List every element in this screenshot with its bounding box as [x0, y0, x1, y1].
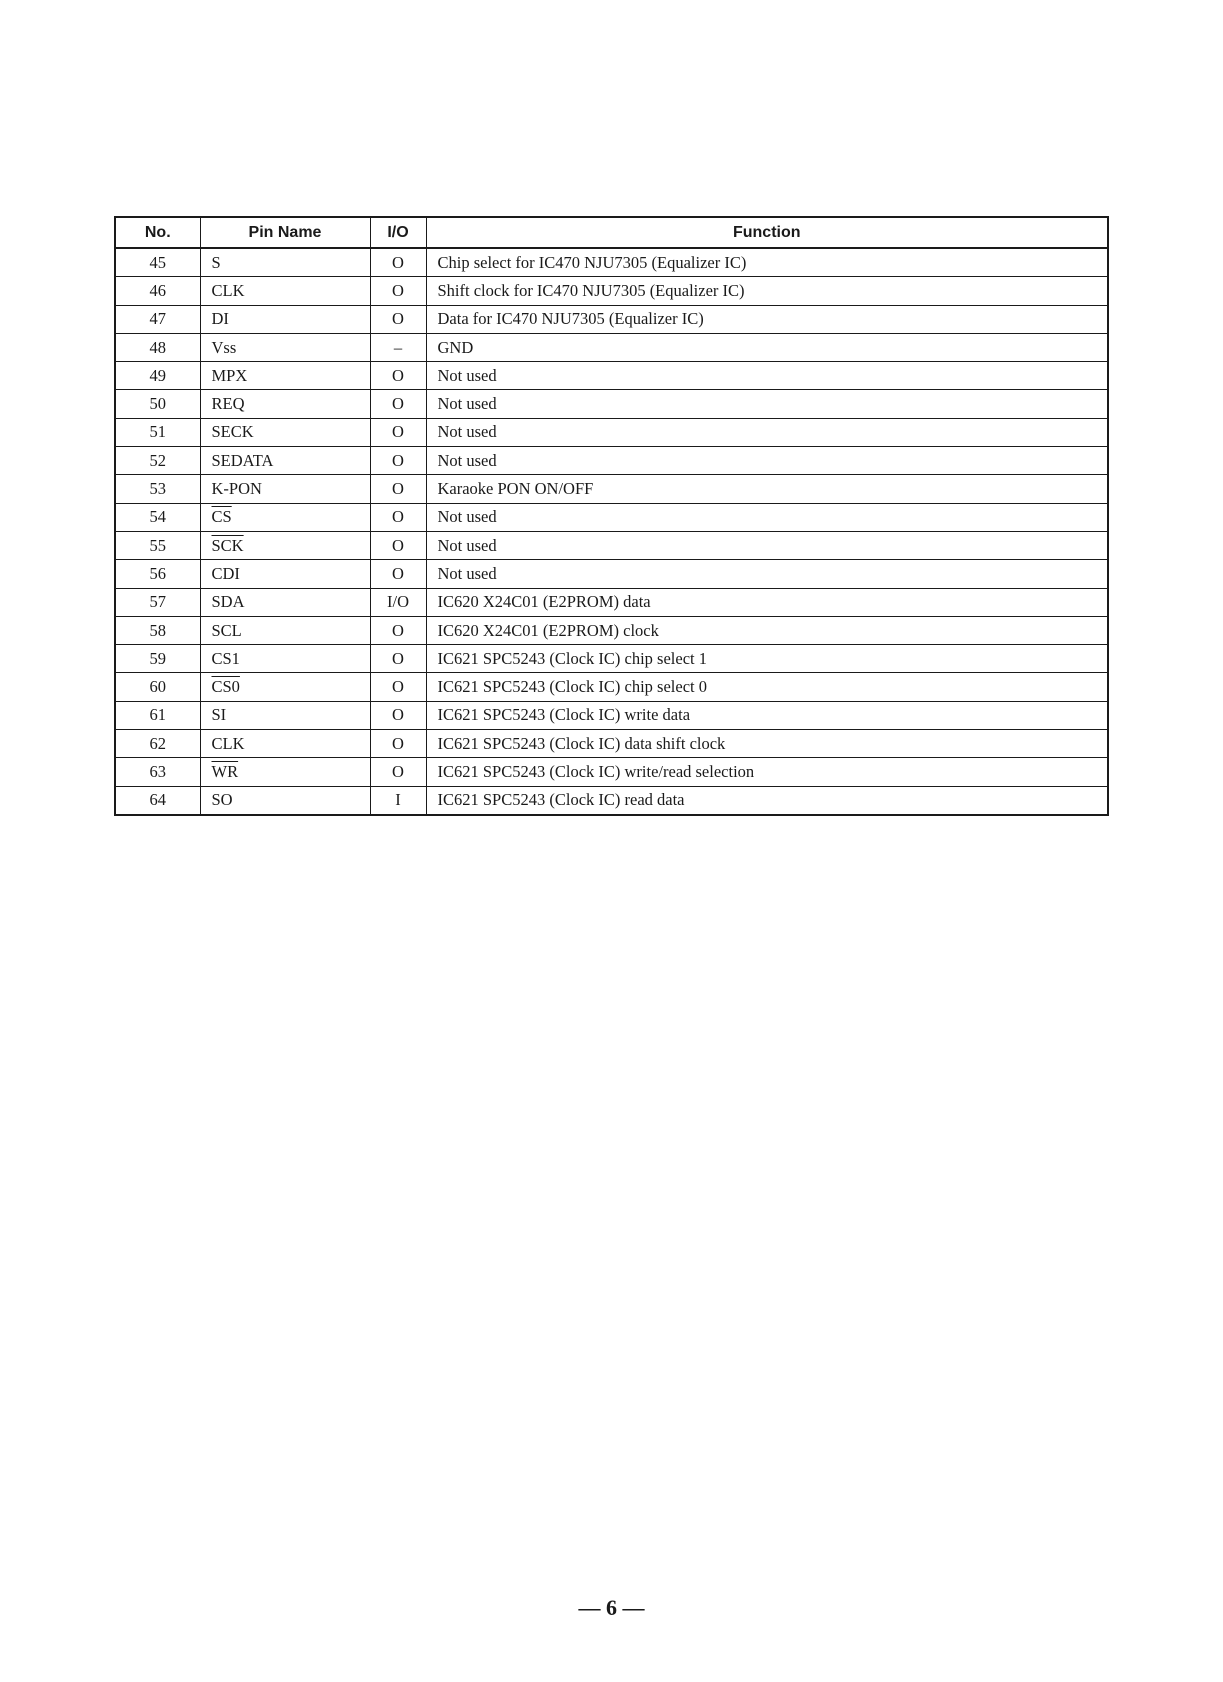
- pin-name-cell: DI: [200, 305, 370, 333]
- table-row: [115, 447, 1108, 475]
- table-row: [115, 277, 1108, 305]
- function-cell: Not used: [426, 390, 1108, 418]
- io-cell: O: [370, 277, 426, 305]
- pin-name-cell: MPX: [200, 362, 370, 390]
- table-row: [115, 531, 1108, 559]
- io-cell: O: [370, 701, 426, 729]
- io-cell: O: [370, 362, 426, 390]
- table-row: [115, 333, 1108, 361]
- pin-name-cell: CLK: [200, 730, 370, 758]
- pin-number-cell: 58: [115, 616, 200, 644]
- table-row: [115, 588, 1108, 616]
- pin-name-cell: REQ: [200, 390, 370, 418]
- pin-number-cell: 54: [115, 503, 200, 531]
- table-row: [115, 503, 1108, 531]
- pin-number-cell: 56: [115, 560, 200, 588]
- pin-number-cell: 52: [115, 447, 200, 475]
- table-row: [115, 616, 1108, 644]
- function-cell: GND: [426, 333, 1108, 361]
- function-cell: Chip select for IC470 NJU7305 (Equalizer IC): [426, 248, 1108, 277]
- pin-number-cell: 48: [115, 333, 200, 361]
- function-cell: Karaoke PON ON/OFF: [426, 475, 1108, 503]
- function-cell: Data for IC470 NJU7305 (Equalizer IC): [426, 305, 1108, 333]
- io-cell: I: [370, 786, 426, 815]
- pin-name-cell: Vss: [200, 333, 370, 361]
- function-cell: Not used: [426, 560, 1108, 588]
- function-cell: IC620 X24C01 (E2PROM) data: [426, 588, 1108, 616]
- table-row: [115, 418, 1108, 446]
- header-no: No.: [115, 217, 200, 248]
- io-cell: O: [370, 560, 426, 588]
- io-cell: O: [370, 418, 426, 446]
- pin-number-cell: 55: [115, 531, 200, 559]
- header-function: Function: [426, 217, 1108, 248]
- io-cell: O: [370, 475, 426, 503]
- table-row: [115, 305, 1108, 333]
- pin-name-cell: CLK: [200, 277, 370, 305]
- table-row: [115, 758, 1108, 786]
- function-cell: IC621 SPC5243 (Clock IC) read data: [426, 786, 1108, 815]
- function-cell: IC621 SPC5243 (Clock IC) data shift clock: [426, 730, 1108, 758]
- table-row: [115, 362, 1108, 390]
- pin-number-cell: 53: [115, 475, 200, 503]
- pin-name-cell: SDA: [200, 588, 370, 616]
- table-row: [115, 248, 1108, 277]
- pin-name-cell: CDI: [200, 560, 370, 588]
- table-row: [115, 673, 1108, 701]
- pin-name-cell: SECK: [200, 418, 370, 446]
- io-cell: O: [370, 531, 426, 559]
- table-header-row: [115, 217, 1108, 248]
- pin-number-cell: 57: [115, 588, 200, 616]
- function-cell: Shift clock for IC470 NJU7305 (Equalizer IC): [426, 277, 1108, 305]
- pin-name-cell: CS0: [200, 673, 370, 701]
- pin-number-cell: 49: [115, 362, 200, 390]
- table-row: [115, 730, 1108, 758]
- function-cell: Not used: [426, 531, 1108, 559]
- io-cell: O: [370, 248, 426, 277]
- function-cell: IC621 SPC5243 (Clock IC) chip select 0: [426, 673, 1108, 701]
- io-cell: O: [370, 503, 426, 531]
- io-cell: O: [370, 390, 426, 418]
- table-row: [115, 645, 1108, 673]
- pin-number-cell: 59: [115, 645, 200, 673]
- function-cell: IC621 SPC5243 (Clock IC) write/read selection: [426, 758, 1108, 786]
- pin-number-cell: 51: [115, 418, 200, 446]
- io-cell: O: [370, 758, 426, 786]
- table-row: [115, 475, 1108, 503]
- function-cell: Not used: [426, 503, 1108, 531]
- table-row: [115, 701, 1108, 729]
- pin-name-cell: SI: [200, 701, 370, 729]
- pin-number-cell: 46: [115, 277, 200, 305]
- function-cell: Not used: [426, 418, 1108, 446]
- table-row: [115, 786, 1108, 815]
- pin-number-cell: 47: [115, 305, 200, 333]
- function-cell: IC621 SPC5243 (Clock IC) write data: [426, 701, 1108, 729]
- pin-name-cell: K-PON: [200, 475, 370, 503]
- function-cell: IC620 X24C01 (E2PROM) clock: [426, 616, 1108, 644]
- pin-number-cell: 45: [115, 248, 200, 277]
- io-cell: O: [370, 645, 426, 673]
- pin-name-cell: $\overline{WR}$: [200, 758, 370, 786]
- pin-number-cell: 62: [115, 730, 200, 758]
- pin-function-table: [114, 216, 1109, 816]
- io-cell: O: [370, 616, 426, 644]
- pin-number-cell: 63: [115, 758, 200, 786]
- header-io: I/O: [370, 217, 426, 248]
- pin-name-cell: SO: [200, 786, 370, 815]
- function-cell: Not used: [426, 362, 1108, 390]
- io-cell: –: [370, 333, 426, 361]
- header-pin-name: Pin Name: [200, 217, 370, 248]
- function-cell: IC621 SPC5243 (Clock IC) chip select 1: [426, 645, 1108, 673]
- pin-number-cell: 61: [115, 701, 200, 729]
- pin-name-cell: $\overline{CS}$: [200, 503, 370, 531]
- function-cell: Not used: [426, 447, 1108, 475]
- io-cell: I/O: [370, 588, 426, 616]
- pin-number-cell: 50: [115, 390, 200, 418]
- io-cell: O: [370, 447, 426, 475]
- pin-name-cell: S: [200, 248, 370, 277]
- pin-number-cell: 60: [115, 673, 200, 701]
- pin-name-cell: SEDATA: [200, 447, 370, 475]
- io-cell: O: [370, 305, 426, 333]
- io-cell: O: [370, 673, 426, 701]
- pin-name-cell: SCL: [200, 616, 370, 644]
- pin-number-cell: 64: [115, 786, 200, 815]
- page-number: — 6 —: [578, 1595, 645, 1620]
- table-row: [115, 390, 1108, 418]
- table-row: [115, 560, 1108, 588]
- io-cell: O: [370, 730, 426, 758]
- pin-name-cell: CS1: [200, 645, 370, 673]
- table-body: [115, 248, 1108, 815]
- pin-name-cell: $\overline{SCK}$: [200, 531, 370, 559]
